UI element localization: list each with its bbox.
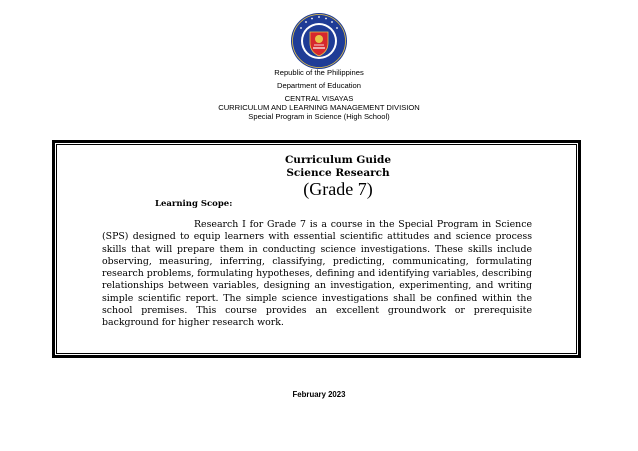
learning-scope-label: Learning Scope: xyxy=(155,199,233,209)
header-division: CURRICULUM AND LEARNING MANAGEMENT DIVISION xyxy=(218,103,420,112)
document-date: February 2023 xyxy=(292,390,346,399)
deped-seal-icon xyxy=(290,12,348,70)
header-program: Special Program in Science (High School) xyxy=(248,112,390,121)
guide-grade: (Grade 7) xyxy=(303,179,373,199)
header-department: Department of Education xyxy=(276,81,361,90)
header-country: Republic of the Philippines xyxy=(274,68,364,77)
deped-seal xyxy=(290,12,348,70)
header-region: CENTRAL VISAYAS xyxy=(284,94,354,103)
guide-subject: Science Research xyxy=(286,167,390,179)
guide-title: Curriculum Guide xyxy=(284,154,392,166)
learning-scope-text: Research I for Grade 7 is a course in the Special Program in Science (SPS) designed to equip learners with essential scientific attitudes and science process skills that will prepare them in conducting science investigations. These skills include observing, measuring, inferring, classifying, predicting, communicating, formulating research problems, formulating hypotheses, defining and identifying variables, describing relationships between variables, designing an investigation, experimenting, and writing simple scientific report. The simple science investigations shall be confined within the school premises. This course provides an excellent groundwork or prerequisite background for higher research work. xyxy=(102,219,532,329)
